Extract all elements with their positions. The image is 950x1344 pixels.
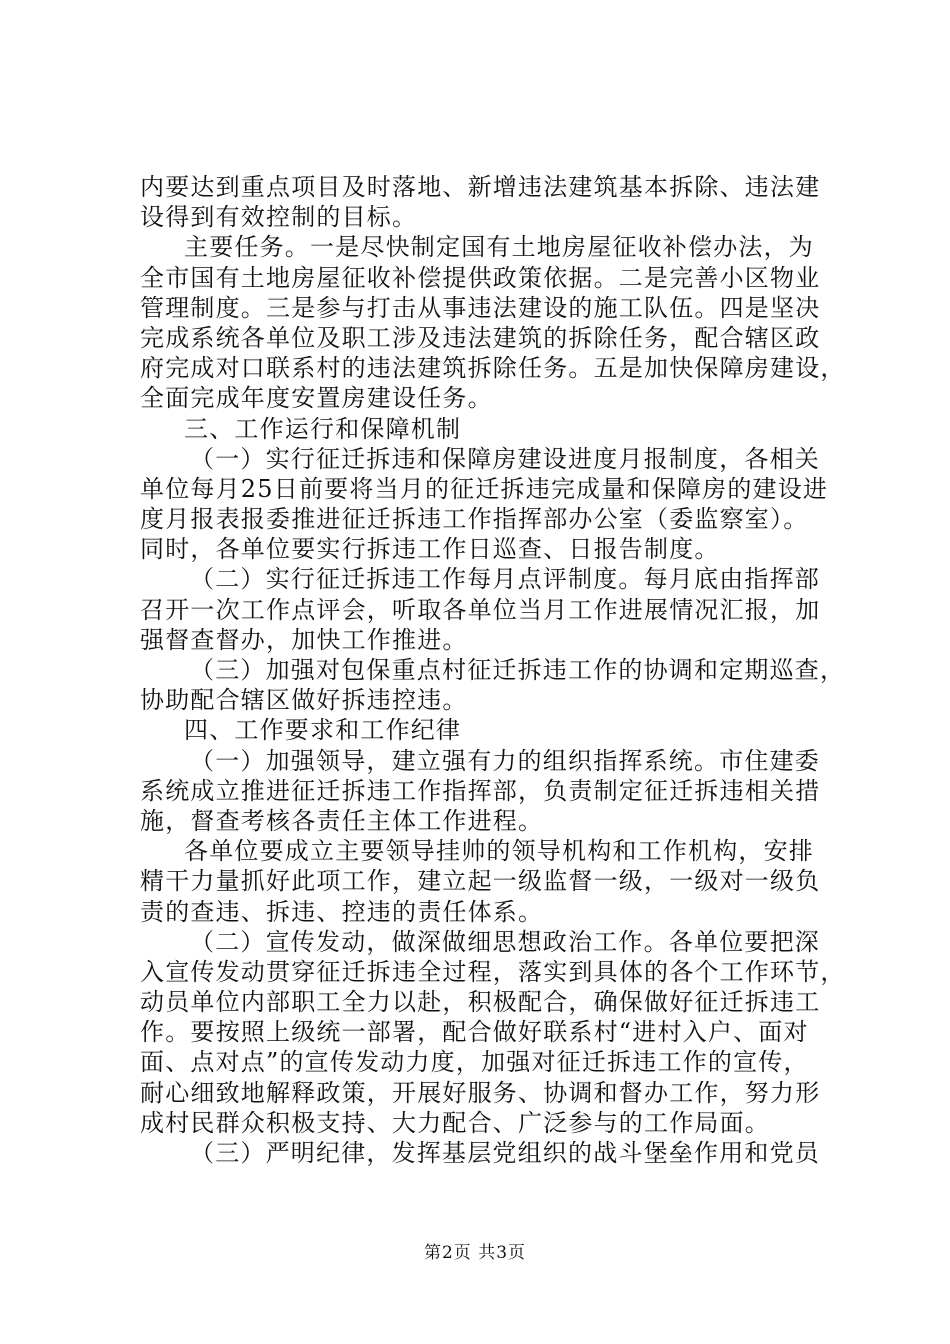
text-line: 主要任务。一是尽快制定国有土地房屋征收补偿办法，为 [184,233,814,262]
text-line: 强督查督办，加快工作推进。 [140,625,468,654]
text-line: 府完成对口联系村的违法建筑拆除任务。五是加快保障房建设， [140,354,846,383]
document-body [140,172,846,1168]
text-line: 管理制度。三是参与打击从事违法建设的施工队伍。四是坚决 [140,293,821,322]
text-line: 单位每月25日前要将当月的征迁拆违完成量和保障房的建设进 [140,474,829,503]
text-line: 面、点对点”的宣传发动力度，加强对征迁拆违工作的宣传， [140,1048,809,1077]
text-line: 作。要按照上级统一部署，配合做好联系村“进村入户、面对 [140,1018,809,1047]
text-line: （三）严明纪律，发挥基层党组织的战斗堡垒作用和党员 [190,1139,820,1167]
text-line: 度月报表报委推进征迁拆违工作指挥部办公室（委监察室）。 [140,505,809,534]
text-line: 全市国有土地房屋征收补偿提供政策依据。二是完善小区物业 [140,263,821,292]
page-footer: 第2页 共3页 [423,1243,527,1263]
text-line: 精干力量抓好此项工作，建立起一级监督一级，一级对一级负 [140,867,821,896]
text-line: 耐心细致地解释政策，开展好服务、协调和督办工作，努力形 [140,1078,821,1107]
text-line: （二）宣传发动，做深做细思想政治工作。各单位要把深 [190,927,820,956]
text-line: 成村民群众积极支持、大力配合、广泛参与的工作局面。 [140,1108,770,1137]
text-line: 责的查违、拆违、控违的责任体系。 [140,897,544,926]
text-line: （一）加强领导，建立强有力的组织指挥系统。市住建委 [190,746,820,775]
text-line: 入宣传发动贯穿征迁拆违全过程，落实到具体的各个工作环节， [140,957,846,986]
text-line: 全面完成年度安置房建设任务。 [140,384,493,413]
text-line: 施，督查考核各责任主体工作进程。 [140,806,544,835]
text-line: （三）加强对包保重点村征迁拆违工作的协调和定期巡查， [190,656,846,684]
text-line: 完成系统各单位及职工涉及违法建筑的拆除任务，配合辖区政 [140,323,821,352]
text-line: 同时，各单位要实行拆违工作日巡查、日报告制度。 [140,535,720,564]
text-line: （一）实行征迁拆违和保障房建设进度月报制度，各相关 [190,444,820,473]
text-line: （二）实行征迁拆违工作每月点评制度。每月底由指挥部 [190,565,820,594]
text-line: 内要达到重点项目及时落地、新增违法建筑基本拆除、违法建 [140,173,821,201]
text-line: 各单位要成立主要领导挂帅的领导机构和工作机构，安排 [184,837,814,866]
text-line: 动员单位内部职工全力以赴，积极配合，确保做好征迁拆违工 [140,988,821,1017]
text-line: 系统成立推进征迁拆违工作指挥部，负责制定征迁拆违相关措 [140,776,821,805]
text-line: 设得到有效控制的目标。 [140,203,418,232]
text-line: 召开一次工作点评会，听取各单位当月工作进展情况汇报，加 [140,595,821,624]
text-line: 协助配合辖区做好拆违控违。 [140,686,468,715]
text-line: 四、工作要求和工作纪律 [184,716,462,745]
text-line: 三、工作运行和保障机制 [184,414,462,443]
